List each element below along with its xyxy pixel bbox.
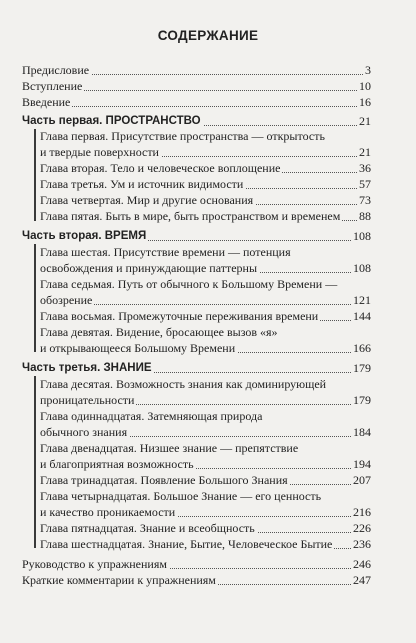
- chapter-page: 88: [359, 209, 371, 223]
- chapter-page: 216: [353, 505, 371, 519]
- part-label: Часть третья. ЗНАНИЕ: [22, 362, 152, 374]
- chapter-label: Глава восьмая. Промежуточные переживания времени: [40, 309, 319, 323]
- chapter-entry-cont: [0, 392, 416, 408]
- chapter-page: 57: [359, 177, 371, 191]
- toc-entry-page: 3: [365, 63, 371, 77]
- toc-entry: [0, 94, 416, 110]
- chapter-page: 73: [359, 193, 371, 207]
- part-page: 179: [353, 361, 371, 375]
- chapter-page: 207: [353, 473, 371, 487]
- chapter-label: Глава третья. Ум и источник видимости: [40, 177, 244, 191]
- chapter-label: и качество проникаемости: [40, 505, 176, 519]
- chapter-entry: [0, 488, 416, 504]
- chapter-entry-cont: [0, 456, 416, 472]
- toc-entry-page: 16: [359, 95, 371, 109]
- chapter-entry: [0, 128, 416, 144]
- chapter-entry: [0, 208, 416, 224]
- chapter-label: Глава пятнадцатая. Знание и всеобщность: [40, 521, 255, 535]
- chapter-page: 108: [353, 261, 371, 275]
- chapter-label: Глава пятая. Быть в мире, быть пространством и временем: [40, 209, 341, 223]
- toc-entry-label: Руководство к упражнениям: [22, 557, 167, 571]
- chapter-entry-cont: [0, 424, 416, 440]
- part-heading: [0, 228, 416, 244]
- chapter-label: Глава шестая. Присутствие времени — потенция: [40, 245, 291, 259]
- part-heading: [0, 113, 416, 129]
- chapter-entry: [0, 440, 416, 456]
- chapter-page: 184: [353, 425, 371, 439]
- chapter-entry: [0, 308, 416, 324]
- chapter-entry-cont: [0, 504, 416, 520]
- chapter-page: 226: [353, 521, 371, 535]
- chapter-label: Глава девятая. Видение, бросающее вызов «я»: [40, 325, 278, 339]
- part-page: 108: [353, 229, 371, 243]
- chapter-label: Глава четвертая. Мир и другие основания: [40, 193, 254, 207]
- toc-entry: [0, 572, 416, 588]
- chapter-entry: [0, 160, 416, 176]
- part-label: Часть первая. ПРОСТРАНСТВО: [22, 115, 201, 127]
- toc-entry-label: Предисловие: [22, 63, 90, 77]
- leader-dots: [22, 106, 371, 107]
- chapter-page: 194: [353, 457, 371, 471]
- chapter-label: Глава тринадцатая. Появление Большого Знания: [40, 473, 288, 487]
- part-page: 21: [359, 114, 371, 128]
- toc-entry-page: 247: [353, 573, 371, 587]
- chapter-page: 166: [353, 341, 371, 355]
- chapter-entry: [0, 192, 416, 208]
- chapter-entry: [0, 176, 416, 192]
- toc-entry: [0, 556, 416, 572]
- chapter-page: 121: [353, 293, 371, 307]
- chapter-entry: [0, 472, 416, 488]
- chapter-label: обозрение: [40, 293, 93, 307]
- chapter-label: обычного знания: [40, 425, 128, 439]
- chapter-entry-cont: [0, 144, 416, 160]
- page-title: СОДЕРЖАНИЕ: [157, 28, 259, 43]
- toc-entry: [0, 62, 416, 78]
- chapter-label: освобождения и принуждающие паттерны: [40, 261, 258, 275]
- chapter-entry: [0, 276, 416, 292]
- chapter-label: Глава четырнадцатая. Большое Знание — его ценность: [40, 489, 322, 503]
- chapter-label: и благоприятная возможность: [40, 457, 194, 471]
- chapter-entry: [0, 408, 416, 424]
- part-heading: [0, 360, 416, 376]
- chapter-entry: [0, 520, 416, 536]
- chapter-entry-cont: [0, 260, 416, 276]
- chapter-label: Глава одиннадцатая. Затемняющая природа: [40, 409, 263, 423]
- chapter-page: 21: [359, 145, 371, 159]
- chapter-label: Глава шестнадцатая. Знание, Бытие, Человеческое Бытие: [40, 537, 333, 551]
- chapter-label: Глава первая. Присутствие пространства — открытость: [40, 129, 325, 143]
- chapter-page: 179: [353, 393, 371, 407]
- chapter-entry: [0, 324, 416, 340]
- chapter-label: Глава двенадцатая. Низшее знание — препятствие: [40, 441, 299, 455]
- chapter-label: Глава вторая. Тело и человеческое воплощение: [40, 161, 281, 175]
- chapter-page: 36: [359, 161, 371, 175]
- toc-entry-page: 246: [353, 557, 371, 571]
- toc-entry-label: Введение: [22, 95, 71, 109]
- part-label: Часть вторая. ВРЕМЯ: [22, 230, 147, 242]
- chapter-label: проницательности: [40, 393, 135, 407]
- chapter-entry-cont: [0, 292, 416, 308]
- chapter-label: и твердые поверхности: [40, 145, 159, 159]
- toc-entry-page: 10: [359, 79, 371, 93]
- chapter-label: и открывающееся Большому Времени: [40, 341, 236, 355]
- chapter-page: 236: [353, 537, 371, 551]
- toc-entry-label: Краткие комментарии к упражнениям: [22, 573, 216, 587]
- chapter-page: 144: [353, 309, 371, 323]
- chapter-entry-cont: [0, 340, 416, 356]
- chapter-label: Глава седьмая. Путь от обычного к Большому Времени —: [40, 277, 338, 291]
- chapter-entry: [0, 376, 416, 392]
- chapter-label: Глава десятая. Возможность знания как доминирующей: [40, 377, 327, 391]
- toc-entry: [0, 78, 416, 94]
- toc-entry-label: Вступление: [22, 79, 83, 93]
- chapter-entry: [0, 536, 416, 552]
- chapter-entry: [0, 244, 416, 260]
